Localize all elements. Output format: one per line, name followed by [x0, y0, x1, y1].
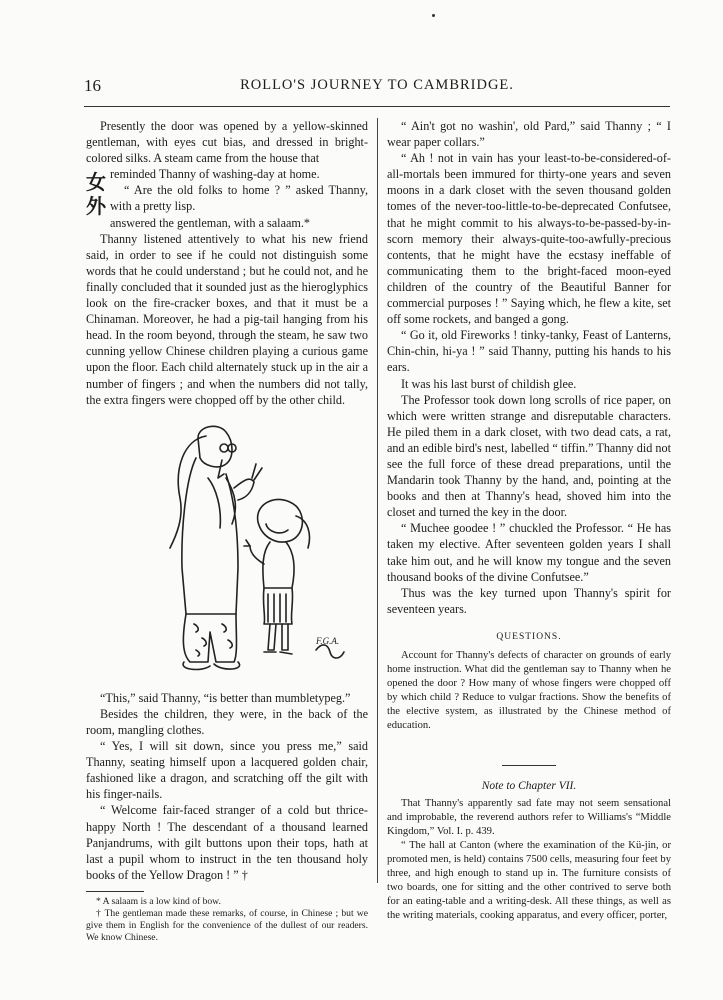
illustration-mandarin-and-boy	[86, 418, 368, 680]
paragraph: Besides the children, they were, in the back of the room, mangling clothes.	[86, 706, 368, 737]
paragraph: “ Welcome fair-faced stranger of a cold but thrice-happy North ! The descendant of a thousand learned Panjandrums, with gilt buttons upon their tops, hath at last a pupil whom to instruct in the ten thousand holy books of the Yellow Dragon ! ” †	[86, 803, 368, 882]
paragraph: Thanny listened attentively to what his new friend said, in order to see if he could not distinguish some words that he could understand ; but he could not, and he finally concluded that it sounded just as the hieroglyphics look on the fire-cracker boxes, and that it must be a Chinaman. Moreover, he had a pig-tail hanging from his head. In the room beyond, through the steam, he saw two cunning yellow Chinese children playing a curious game upon the floor. Each child alternately stuck up in the air a number of fingers ; and when the numbers did not tally, the extra fingers were chopped off by the other child.	[86, 231, 368, 407]
paragraph: “ Muchee goodee ! ” chuckled the Professor. “ He has taken my elective. After seventeen golden years I shall take him out, and he will know my tongue and the seven thousand books of the divine Confutsee.”	[387, 521, 671, 584]
paragraph: Thus was the key turned upon Thanny's spirit for seventeen years.	[387, 585, 671, 616]
header-rule	[84, 106, 670, 107]
paragraph: “ Yes, I will sit down, since you press me,” said Thanny, seating himself upon a lacquered golden chair, fashioned like a dragon, and scratching off the gilt with his finger-nails.	[86, 739, 368, 802]
paragraph: The Professor took down long scrolls of rice paper, on which were written strange and disreputable characters. He piled them in a dark closet, with two dead cats, a rat, and an edible bird's nest, labelled “ tiffin.” Thanny did not see the full force of these dread preparations, until the Mandarin took Thanny by the hand, and, pointing at the books and then at Thanny's head, shoved him into the closet and turned the key in the door.	[387, 392, 671, 520]
boy-body	[263, 542, 294, 588]
specks	[432, 14, 435, 17]
paragraph: “ Go it, old Fireworks ! tinky-tanky, Feast of Lanterns, Chin-chin, hi-ya ! ” said Thanny, putting his hands to his ears.	[387, 328, 671, 375]
note-paragraph: That Thanny's apparently sad fate may not seem sensational and improbable, the reverend authors refer to Williams's “Middle Kingdom,” Vol. I. p. 439.	[387, 798, 671, 838]
questions-heading: QUESTIONS.	[496, 631, 562, 642]
chinese-char: 女	[86, 170, 106, 195]
questions-text: Account for Thanny's defects of character on grounds of early home instruction. What did the gentleman say to Thanny when he opened the door ? How many of whose fingers were chopped off by which child ? Reduce to vulgar fractions. Show the benefits of the elective system, as illustrated by the Chinese method of education.	[387, 650, 671, 731]
note-paragraph: “ The hall at Canton (where the examination of the Kü-jin, or promoted men, is held) contains 7500 cells, measuring four feet by three, and high enough to stand up in. The furniture consists of two boards, one for sitting and the other contrived to serve both for an eating-table and a writing-desk. All these things, as well as the writing materials, cooking apparatus, and every officer, porter,	[387, 840, 671, 922]
column-divider	[377, 118, 378, 883]
footnote: * A salaam is a low kind of bow.	[96, 895, 221, 907]
paragraph: “ Are the old folks to home ? ” asked Thanny, with a pretty lisp.	[110, 183, 368, 214]
chinese-characters-block	[86, 166, 368, 230]
footnote-rule	[86, 891, 144, 892]
chinese-characters	[86, 170, 108, 218]
note-title: Note to Chapter VII.	[481, 780, 577, 792]
running-head: ROLLO'S JOURNEY TO CAMBRIDGE.	[240, 77, 514, 93]
paragraph: It was his last burst of childish glee.	[401, 376, 577, 391]
illustration-signature: F.G.A.	[316, 635, 340, 646]
paragraph: Presently the door was opened by a yellow-skinned gentleman, with eyes cut bias, and dressed in bright-colored silks. A steam came from the house that	[86, 119, 368, 166]
footnote: † The gentleman made these remarks, of course, in Chinese ; but we give them in English for the convenience of the dullest of our readers. We know Chinese.	[86, 907, 368, 943]
paragraph: reminded Thanny of washing-day at home.	[110, 167, 320, 182]
page-number: 16	[84, 76, 101, 95]
boy-bonnet	[258, 499, 303, 542]
pigtail	[170, 436, 206, 548]
paragraph: “ Ah ! not in vain has your least-to-be-considered-of-all-mortals been immured for thirty-one years and seven moons in a dark closet with the seven thousand golden tomes of the never-too-little-to-be-deprecated Confutsee, that he might commit to his always-to-be-passed-by-in-scorn memory their always-quite-too-awfully-precious contents, that he might have the ecstasy ineffable of communicating them to the bright-faced moon-eyed children of the country of the Beautiful Banner for commercial purposes ! ” Saying which, he flew a kite, set off some rockets, and banged a gong.	[387, 151, 671, 327]
left-column	[86, 118, 368, 944]
paragraph: “This,” said Thanny, “is better than mumbletypeg.”	[100, 690, 351, 705]
right-column	[387, 118, 671, 923]
chinese-char: 外	[86, 194, 106, 219]
paragraph: answered the gentleman, with a salaam.*	[110, 215, 311, 230]
page-header	[84, 76, 670, 100]
paragraph: “ Ain't got no washin', old Pard,” said Thanny ; “ I wear paper collars.”	[387, 119, 671, 150]
mandarin-trousers	[183, 614, 236, 662]
section-rule	[502, 765, 556, 766]
